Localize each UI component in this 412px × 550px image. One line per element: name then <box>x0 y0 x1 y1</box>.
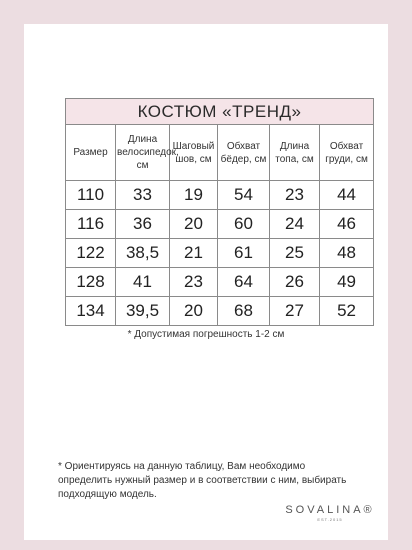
table-row <box>66 268 374 297</box>
table-row <box>66 297 374 326</box>
table-cell: 48 <box>320 239 374 268</box>
header-top-length: Длина топа, см <box>270 125 320 181</box>
brand-logo <box>280 504 380 522</box>
table-cell: 44 <box>320 181 374 210</box>
table-cell: 68 <box>218 297 270 326</box>
table-cell: 64 <box>218 268 270 297</box>
table-cell: 24 <box>270 210 320 239</box>
table-row <box>66 239 374 268</box>
table-row <box>66 210 374 239</box>
table-cell: 20 <box>170 297 218 326</box>
table-cell: 27 <box>270 297 320 326</box>
table-cell: 122 <box>66 239 116 268</box>
table-cell: 39,5 <box>116 297 170 326</box>
footer-note: * Ориентируясь на данную таблицу, Вам необходимо определить нужный размер и в соответствии с ним, выбирать подходящую модель. <box>58 461 347 500</box>
table-cell: 23 <box>170 268 218 297</box>
table-header-row <box>66 125 374 181</box>
table-row <box>66 181 374 210</box>
header-size: Размер <box>66 125 116 181</box>
logo-name: SOVALINA® <box>285 504 375 516</box>
header-shorts-length: Длина велосипедок, см <box>116 125 170 181</box>
header-hip: Обхват бёдер, см <box>218 125 270 181</box>
logo-sub: EST.2015 <box>317 517 343 522</box>
size-table <box>65 98 374 326</box>
table-cell: 46 <box>320 210 374 239</box>
table-cell: 41 <box>116 268 170 297</box>
table-cell: 33 <box>116 181 170 210</box>
table-cell: 19 <box>170 181 218 210</box>
table-cell: 54 <box>218 181 270 210</box>
table-cell: 20 <box>170 210 218 239</box>
table-cell: 60 <box>218 210 270 239</box>
table-cell: 110 <box>66 181 116 210</box>
table-cell: 61 <box>218 239 270 268</box>
header-inseam: Шаговый шов, см <box>170 125 218 181</box>
table-cell: 23 <box>270 181 320 210</box>
table-cell: 52 <box>320 297 374 326</box>
tolerance-note: * Допустимая погрешность 1-2 см <box>127 329 285 340</box>
table-title-row <box>66 99 374 125</box>
table-title: КОСТЮМ «ТРЕНД» <box>66 99 374 125</box>
table-cell: 134 <box>66 297 116 326</box>
table-cell: 116 <box>66 210 116 239</box>
table-cell: 36 <box>116 210 170 239</box>
table-cell: 128 <box>66 268 116 297</box>
size-chart-sheet <box>24 24 388 540</box>
table-cell: 38,5 <box>116 239 170 268</box>
table-cell: 49 <box>320 268 374 297</box>
table-cell: 21 <box>170 239 218 268</box>
header-chest: Обхват груди, см <box>320 125 374 181</box>
table-cell: 26 <box>270 268 320 297</box>
table-cell: 25 <box>270 239 320 268</box>
